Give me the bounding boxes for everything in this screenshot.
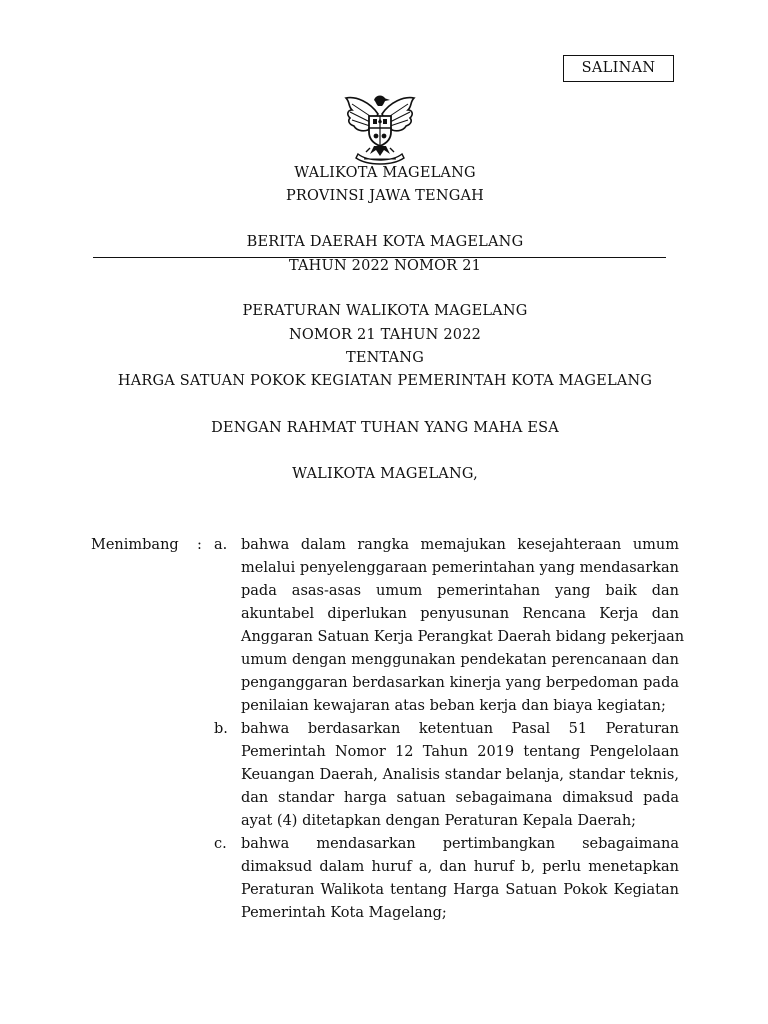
consideration-line: melalui penyelenggaraan pemerintahan yang mendasarkan xyxy=(241,560,679,576)
regulation-title: PERATURAN WALIKOTA MAGELANG xyxy=(242,303,528,319)
consideration-item xyxy=(241,534,685,718)
issuer-heading: WALIKOTA MAGELANG xyxy=(294,165,476,181)
consideration-line: Pemerintah Kota Magelang; xyxy=(241,905,447,921)
garuda-pancasila-emblem-icon xyxy=(340,92,420,166)
consideration-line: akuntabel diperlukan penyusunan Rencana Kerja dan xyxy=(241,606,679,622)
gazette-number: TAHUN 2022 NOMOR 21 xyxy=(288,258,482,274)
consideration-line: Peraturan Walikota tentang Harga Satuan Pokok Kegiatan xyxy=(241,882,679,898)
consideration-line: Pemerintah Nomor 12 Tahun 2019 tentang Pengelolaan xyxy=(241,744,679,760)
considerations-colon: : xyxy=(197,537,202,553)
regulation-number: NOMOR 21 TAHUN 2022 xyxy=(288,327,482,343)
consideration-marker: b. xyxy=(214,721,228,737)
invocation-line: DENGAN RAHMAT TUHAN YANG MAHA ESA xyxy=(211,420,559,436)
signatory-line: WALIKOTA MAGELANG, xyxy=(292,466,478,482)
regulation-about: TENTANG xyxy=(346,350,424,366)
considerations-label: Menimbang xyxy=(91,537,179,553)
consideration-line: dimaksud dalam huruf a, dan huruf b, perlu menetapkan xyxy=(241,859,679,875)
consideration-line: dan standar harga satuan sebagaimana dimaksud pada xyxy=(241,790,679,806)
consideration-line: Keuangan Daerah, Analisis standar belanja, standar teknis, xyxy=(241,767,679,783)
salinan-stamp: SALINAN xyxy=(563,55,674,82)
consideration-marker: c. xyxy=(214,836,227,852)
consideration-line: umum dengan menggunakan pendekatan perencanaan dan xyxy=(241,652,679,668)
consideration-line: bahwa berdasarkan ketentuan Pasal 51 Peraturan xyxy=(241,721,679,737)
consideration-line: bahwa mendasarkan pertimbangkan sebagaimana xyxy=(241,836,679,852)
province-heading: PROVINSI JAWA TENGAH xyxy=(285,188,485,204)
regulation-subject: HARGA SATUAN POKOK KEGIATAN PEMERINTAH KOTA MAGELANG xyxy=(117,373,653,389)
consideration-line: ayat (4) ditetapkan dengan Peraturan Kepala Daerah; xyxy=(241,813,637,829)
consideration-line: pada asas-asas umum pemerintahan yang baik dan xyxy=(241,583,679,599)
consideration-item xyxy=(241,833,679,925)
consideration-line: bahwa dalam rangka memajukan kesejahteraan umum xyxy=(241,537,679,553)
consideration-marker: a. xyxy=(214,537,228,553)
consideration-line: penganggaran berdasarkan kinerja yang berpedoman pada xyxy=(241,675,679,691)
consideration-item xyxy=(241,718,679,833)
consideration-line: penilaian kewajaran atas beban kerja dan biaya kegiatan; xyxy=(241,698,666,714)
gazette-heading: BERITA DAERAH KOTA MAGELANG xyxy=(246,234,524,250)
consideration-line: Anggaran Satuan Kerja Perangkat Daerah bidang pekerjaan xyxy=(241,629,685,645)
